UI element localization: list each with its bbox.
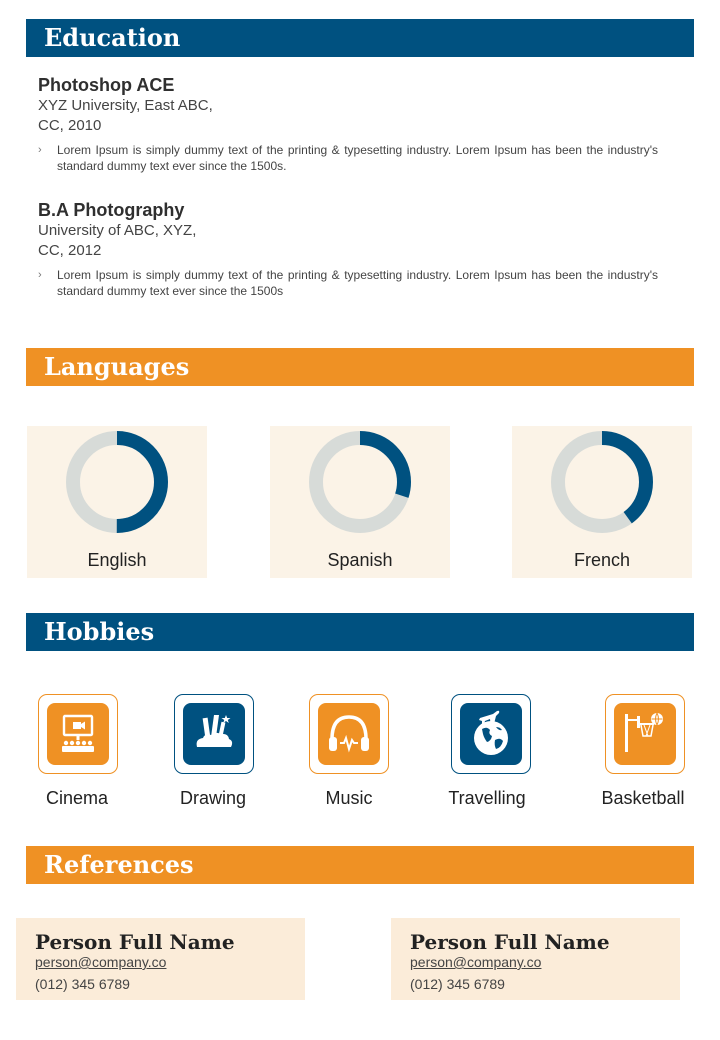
language-card: [27, 426, 207, 578]
basketball-hoop-icon: [614, 703, 676, 765]
hobby-label: Travelling: [448, 788, 526, 808]
reference-card: [391, 918, 680, 1000]
languages-title: Languages: [44, 352, 190, 381]
references-title: References: [44, 850, 194, 879]
chevron-right-icon: ›: [38, 269, 42, 281]
drawing-icon: [183, 703, 245, 765]
language-donut: [551, 431, 653, 533]
reference-email[interactable]: person@company.co: [35, 954, 167, 970]
hobby-label: Basketball: [601, 788, 685, 808]
reference-card: [16, 918, 305, 1000]
degree-title: Photoshop ACE: [38, 75, 175, 95]
hobby-icon-box: [183, 703, 245, 765]
hobby-tile: [605, 694, 685, 774]
headphones-icon: [318, 703, 380, 765]
description-text: Lorem Ipsum is simply dummy text of the printing & typesetting industry. Lorem Ipsum has been the industry's standard dummy text ever since the 1500s.: [57, 143, 658, 173]
hobby-icon-box: [47, 703, 109, 765]
degree-description: [38, 267, 658, 299]
institution-year: CC, 2012: [38, 242, 102, 259]
hobby-tile: [309, 694, 389, 774]
institution-line: XYZ University, East ABC,: [38, 97, 213, 114]
hobby-label: Music: [325, 788, 373, 808]
hobby-tile: [38, 694, 118, 774]
hobby-icon-box: [614, 703, 676, 765]
hobbies-title: Hobbies: [44, 617, 155, 646]
reference-email[interactable]: person@company.co: [410, 954, 542, 970]
description-text: Lorem Ipsum is simply dummy text of the printing & typesetting industry. Lorem Ipsum has been the industry's standard dummy text ever since the 1500s: [57, 268, 658, 298]
references-header: [26, 846, 694, 884]
chevron-right-icon: ›: [38, 144, 42, 156]
globe-plane-icon: [460, 703, 522, 765]
hobby-tile: [174, 694, 254, 774]
reference-name: Person Full Name: [35, 930, 235, 954]
language-name: French: [573, 550, 631, 570]
education-item: [38, 199, 658, 299]
hobby-label: Cinema: [45, 788, 109, 808]
institution-line: University of ABC, XYZ,: [38, 222, 197, 239]
language-card: [512, 426, 692, 578]
degree-title: B.A Photography: [38, 200, 185, 220]
language-donut: [66, 431, 168, 533]
language-name: Spanish: [327, 550, 393, 570]
institution-year: CC, 2010: [38, 117, 102, 134]
languages-header: [26, 348, 694, 386]
language-donut: [309, 431, 411, 533]
reference-name: Person Full Name: [410, 930, 610, 954]
hobby-tile: [451, 694, 531, 774]
hobbies-header: [26, 613, 694, 651]
cinema-icon: [47, 703, 109, 765]
hobby-icon-box: [460, 703, 522, 765]
language-card: [270, 426, 450, 578]
hobby-label: Drawing: [179, 788, 247, 808]
education-header: [26, 19, 694, 57]
hobby-icon-box: [318, 703, 380, 765]
education-item: [38, 74, 658, 174]
reference-phone: (012) 345 6789: [35, 976, 130, 992]
language-name: English: [87, 550, 147, 570]
degree-description: [38, 142, 658, 174]
reference-phone: (012) 345 6789: [410, 976, 505, 992]
education-title: Education: [44, 23, 181, 52]
